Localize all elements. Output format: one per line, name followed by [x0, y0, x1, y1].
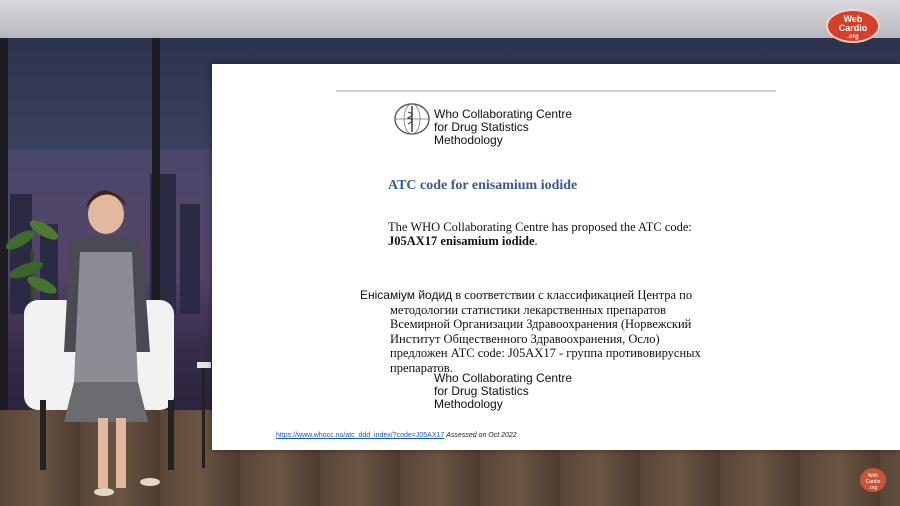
webcardio-corner-logo — [860, 468, 886, 492]
ru-line: методологии статистики лекарственных препаратов — [390, 302, 666, 317]
side-table — [197, 362, 211, 472]
proposal-line: The WHO Collaborating Centre has proposed the ATC code: — [388, 220, 692, 234]
who-centre-title — [434, 108, 572, 147]
ru-first-line — [360, 288, 740, 303]
who-title-line: for Drug Statistics — [434, 120, 529, 134]
ru-line: Институт Общественного Здравоохранения, Осло) — [390, 331, 660, 346]
atc-code: J05AX17 enisamium iodide — [388, 234, 535, 248]
russian-description — [360, 288, 740, 375]
ru-line: предложен АТС code: J05AX17 - группа противовирусных — [390, 346, 701, 360]
ru-first-text: в соответствии с классификацией Центра по — [452, 288, 693, 302]
logo-line: .org — [847, 34, 859, 40]
who-title-line: for Drug Statistics — [434, 384, 529, 398]
webcardio-logo — [826, 9, 880, 43]
slide-divider — [336, 90, 776, 92]
ru-line: Всемирной Организации Здравоохранения (Норвежский — [390, 317, 692, 331]
who-title-line: Who Collaborating Centre — [434, 371, 573, 385]
slide-heading: ATC code for enisamium iodide — [388, 178, 578, 193]
ru-lead-term: Енісаміум йодид — [360, 288, 453, 302]
corner-logo-line: Cardio — [865, 479, 881, 485]
ru-line: препаратов. — [390, 360, 453, 375]
who-title-line: Who Collaborating Centre — [434, 107, 573, 121]
corner-logo-line: .org — [868, 485, 878, 491]
source-date: Assessed on Oct 2022 — [446, 432, 517, 439]
proposal-period: . — [534, 234, 538, 248]
source-link[interactable]: https://www.whocc.no/atc_ddd_index/?code=J05AX17 — [276, 432, 445, 439]
who-centre-title-repeat — [434, 372, 572, 411]
presenter-figure — [20, 182, 190, 502]
source-citation — [276, 432, 517, 439]
who-title-line: Methodology — [434, 133, 503, 147]
logo-line: Cardio — [838, 23, 868, 33]
who-title-line: Methodology — [434, 397, 503, 411]
who-emblem-icon — [392, 102, 432, 136]
proposal-code-line — [388, 234, 692, 248]
presentation-slide — [212, 64, 900, 450]
logo-line: Web — [843, 14, 863, 24]
corner-logo-line: Web — [867, 473, 879, 479]
studio-ceiling — [0, 0, 900, 38]
proposal-text — [388, 220, 692, 248]
